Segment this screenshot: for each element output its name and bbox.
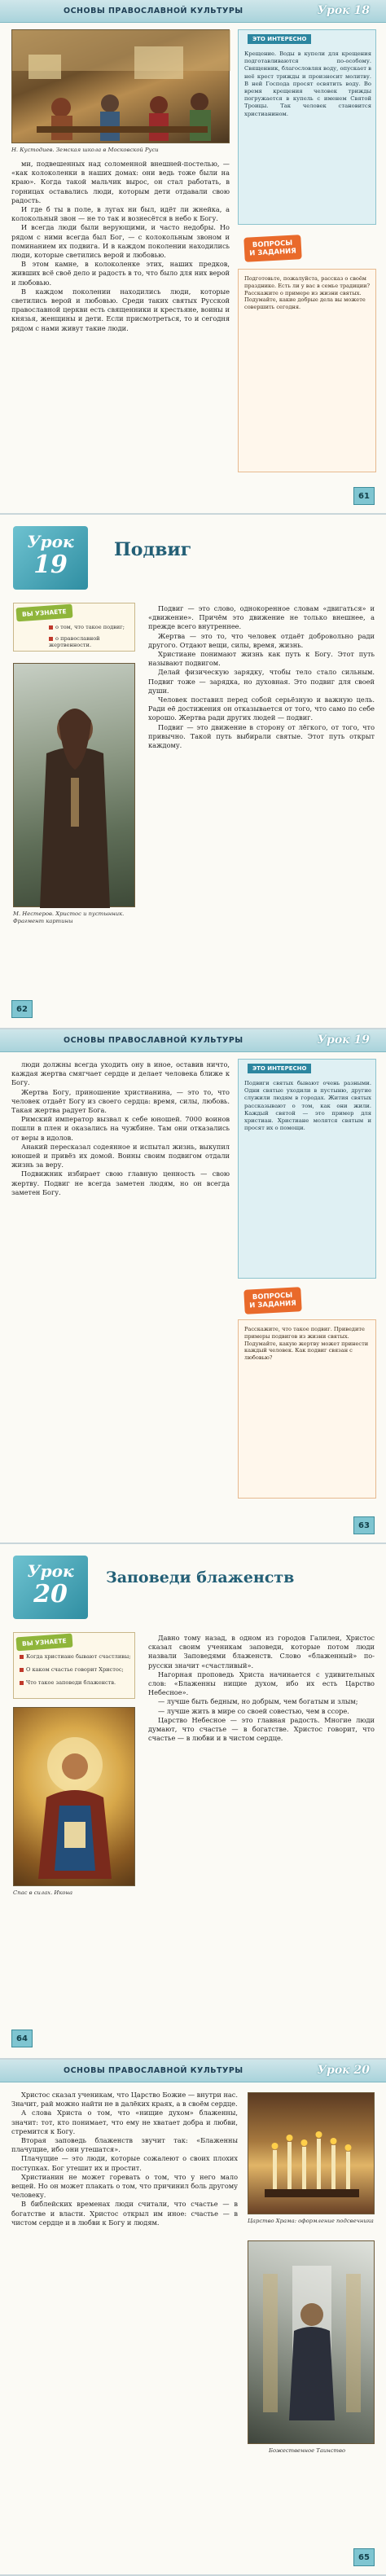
paragraph: И где б ты в поле, в лугах ни был, идёт ли жнейка, а колокольный звон — не то так и вознесётся в небо к Богу. <box>11 205 230 223</box>
paragraph: В этом камне, в колоколенке этих, наших предков, живших всё своё дело и радость в то, что было для них верой и любовью. <box>11 260 230 287</box>
page-header <box>0 2060 386 2082</box>
body-text <box>11 2091 238 2227</box>
header-title: ОСНОВЫ ПРАВОСЛАВНОЙ КУЛЬТУРЫ <box>64 1036 243 1045</box>
interest-text: Крещение. Воды в купели для крещения подготавливаются по-особому. Священник, благословляя воду, опускает в неё крест трижды и произносит молитву. В ней Господа просят освятить воду. Во время крещения человек трижды погружается в купель с именем Святой Троицы. Так человек становится христианином. <box>244 50 371 117</box>
lesson-word: Урок <box>27 1561 74 1581</box>
lesson-badge <box>13 1556 88 1619</box>
page-number: 62 <box>11 1000 33 1018</box>
image-caption: Божественное Таинство <box>269 2447 346 2454</box>
learn-item: О каком счастье говорит Христос; <box>20 1666 134 1673</box>
paragraph: Царство Небесное — это главная радость. Многие люди думают, что счастье — в богатстве. Христос говорит, что счастье — в любви и в чистом сердце. <box>148 1715 375 1743</box>
paragraph: — лучше быть бедным, но добрым, чем богатым и злым; <box>158 1697 358 1706</box>
body-text <box>148 1634 375 1743</box>
paragraph: Подвижник избирает свою главную ценность — свою жертву. Подвиг не всегда заметен людям, но он всегда заметен Богу. <box>11 1170 230 1196</box>
paragraph: Христиане понимают жизнь как путь к Богу. Этот путь называют подвигом. <box>148 650 375 668</box>
candles-illustration <box>248 2093 375 2215</box>
body-text <box>11 160 230 333</box>
page-number: 64 <box>11 2030 33 2047</box>
icon-savior-image <box>13 1707 135 1886</box>
questions-text: Подготовьте, пожалуйста, рассказ о своём празднике. Есть ли у вас в семье традиции? Расскажите о примере из жизни святых. Подумайте, какие добрые дела вы можете совершить сегодня. <box>244 275 371 311</box>
lesson-number: 20 <box>33 1580 68 1608</box>
textbook-page-65 <box>0 2060 386 2576</box>
learn-item: Что такое заповеди блаженств. <box>20 1679 134 1686</box>
header-lesson: Урок 18 <box>317 4 370 17</box>
learn-tag: ВЫ УЗНАЕТЕ <box>15 1634 72 1652</box>
questions-text: Расскажите, что такое подвиг. Приведите примеры подвигов из жизни святых. Подумайте, какую жертву может принести каждый человек. Как подвиг связан с любовью? <box>244 1326 369 1362</box>
church-interior-image <box>248 2240 375 2444</box>
paragraph: — лучше жить в мире со своей совестью, чем в ссоре. <box>158 1706 349 1715</box>
icon-illustration <box>14 1708 136 1887</box>
paragraph: И всегда люди были верующими, и часто недобры. Но рядом с ними всегда был Бог, — с колокольным звоном и поминанием их подвига. И в каждом поколении находились люди, которые светились верой и любовью. <box>11 223 230 260</box>
school-scene-illustration <box>12 30 230 144</box>
image-caption: М. Нестеров. Христос и пустынник. Фрагмент картины <box>13 911 125 924</box>
image-caption: Царство Храма: оформление подсвечника <box>248 2218 374 2224</box>
painting-pilgrim-image <box>13 663 135 907</box>
paragraph: ми, подвешенных над соломенной внешней-постелью, — «как колоколенки в наших домах: они ведь тоже были на краю». Когда такой мальчик вырос, он стал работать, в горницах оставались люди, которым дети отдавали свою радость. <box>11 160 230 204</box>
interest-text: Подвиги святых бывают очень разными. Одни святые уходили в пустыню, другие служили людям в городах. Жития святых рассказывают о том, как они жили. Каждый святой — это пример для христиан. Христиане молятся святым и просят их о помощи. <box>244 1080 371 1132</box>
paragraph: Подвиг — это движение в сторону от лёгкого, от того, что привычно. Такой путь выбирали святые. Этот путь открыт каждому. <box>148 722 375 750</box>
textbook-page-61 <box>0 0 386 515</box>
lesson-badge <box>13 526 88 590</box>
candle-stand-image <box>248 2092 375 2214</box>
image-caption: Спас в силах. Икона <box>13 1889 73 1896</box>
paragraph: Подвиг — это слово, однокоренное словам «двигаться» и «движение». Причём это движение не только внешнее, а прежде всего внутреннее. <box>148 604 375 631</box>
page-number: 65 <box>353 2548 375 2566</box>
page-header <box>0 0 386 23</box>
header-title: ОСНОВЫ ПРАВОСЛАВНОЙ КУЛЬТУРЫ <box>64 7 243 15</box>
body-text <box>148 604 375 750</box>
header-title: ОСНОВЫ ПРАВОСЛАВНОЙ КУЛЬТУРЫ <box>64 2066 243 2075</box>
paragraph: Римский император вызвал к себе юношей. 7000 воинов пошли в плен и оказались на чужбине. Там они отказались от веры в идолов. <box>11 1115 230 1142</box>
lesson-number: 19 <box>33 551 68 579</box>
lesson-title: Подвиг <box>114 539 192 560</box>
paragraph: Христианин не может горевать о том, что у него мало вещей. Но он может плакать о том, что причинил боль другому человеку. <box>11 2172 238 2200</box>
paragraph: Жертва Богу, приношение христианина, — это то, что человек отдаёт Богу из своего сердца: время, силы, любовь. Такая жертва радует Бога. <box>11 1087 230 1115</box>
lesson-word: Урок <box>27 532 74 551</box>
image-caption: Н. Кустодиев. Земская школа в Московской Руси <box>11 147 159 153</box>
paragraph: Делай физическую зарядку, чтобы тело стало сильным. Подвиг тоже — зарядка, но духовная. Это подвиг для своей души. <box>148 668 375 695</box>
paragraph: Человек поставил перед собой серьёзную и важную цель. Ради её достижения он отказывается от того, что само по себе хорошо. Жертва ради других людей — подвиг. <box>148 696 375 722</box>
painting-school-image <box>11 29 230 143</box>
paragraph: А слова Христа о том, что «нищие духом» блаженны, значит: тот, кто понимает, что ему не хватает добра и любви, стремится к Богу. <box>11 2109 238 2135</box>
lesson-title: Заповеди блаженств <box>106 1569 295 1586</box>
textbook-page-63 <box>0 1029 386 1544</box>
interest-tag: ЭТО ИНТЕРЕСНО <box>248 34 311 44</box>
learn-item: о православной жертвенности. <box>49 635 134 648</box>
interest-tag: ЭТО ИНТЕРЕСНО <box>248 1064 311 1073</box>
learn-tag: ВЫ УЗНАЕТЕ <box>15 604 72 622</box>
pilgrim-illustration <box>14 664 136 908</box>
learn-item: о том, что такое подвиг; <box>49 624 134 630</box>
paragraph: Христос сказал ученикам, что Царство Божие — внутри нас. Значит, рай можно найти не в далёких краях, а в своём сердце. <box>11 2091 238 2109</box>
paragraph: Вторая заповедь блаженств звучит так: «Блаженны плачущие, ибо они утешатся». <box>11 2136 238 2154</box>
page-number: 61 <box>353 487 375 505</box>
paragraph: Нагорная проповедь Христа начинается с удивительных слов: «Блаженны нищие духом, ибо их есть Царство Небесное». <box>148 1670 375 1697</box>
learn-item: Когда христиане бывают счастливы; <box>20 1653 134 1660</box>
paragraph: люди должны всегда уходить ону в иное, оставив ничто, каждая жертва смягчает сердце и делает человека ближе к Богу. <box>11 1060 230 1087</box>
questions-badge: ВОПРОСЫ И ЗАДАНИЯ <box>243 235 301 262</box>
page-number: 63 <box>353 1516 375 1534</box>
paragraph: Давно тому назад, в одном из городов Галилеи, Христос сказал своим ученикам заповеди, которые потом люди назвали Заповедями блаженств. Слово «блаженный» по-русски значит «счастливый». <box>148 1634 375 1670</box>
paragraph: В библейских временах люди считали, что счастье — в богатстве и власти. Христос открыл им иное: счастье — в чистом сердце и в любви к Богу и людям. <box>11 2200 238 2227</box>
paragraph: Жертва — это то, что человек отдаёт добровольно ради другого. Отдают вещи, силы, время, жизнь. <box>148 631 375 649</box>
header-lesson: Урок 19 <box>317 1033 370 1047</box>
page-header <box>0 1029 386 1052</box>
header-lesson: Урок 20 <box>317 2064 370 2077</box>
church-interior-illustration <box>248 2241 375 2445</box>
body-text <box>11 1060 230 1197</box>
questions-badge: ВОПРОСЫ И ЗАДАНИЯ <box>243 1287 301 1314</box>
paragraph: Анакий пересказал содеянное и испытал жизнь, выкупил юношей и привёз их домой. Воины своим подвигом отдали жизнь за веру. <box>11 1142 230 1170</box>
paragraph: Плачущие — это люди, которые сожалеют о своих плохих поступках. Бог утешит их и простит. <box>11 2154 238 2172</box>
textbook-page-62 <box>0 515 386 1029</box>
textbook-page-64 <box>0 1544 386 2060</box>
paragraph: В каждом поколении находились люди, которые светились верой и любовью. Среди таких святых Русской православной церкви есть священники и крестьяне, воины и князья, женщины и дети. Если присмотреться, то и сегодня рядом с нами живут такие люди. <box>11 287 230 332</box>
